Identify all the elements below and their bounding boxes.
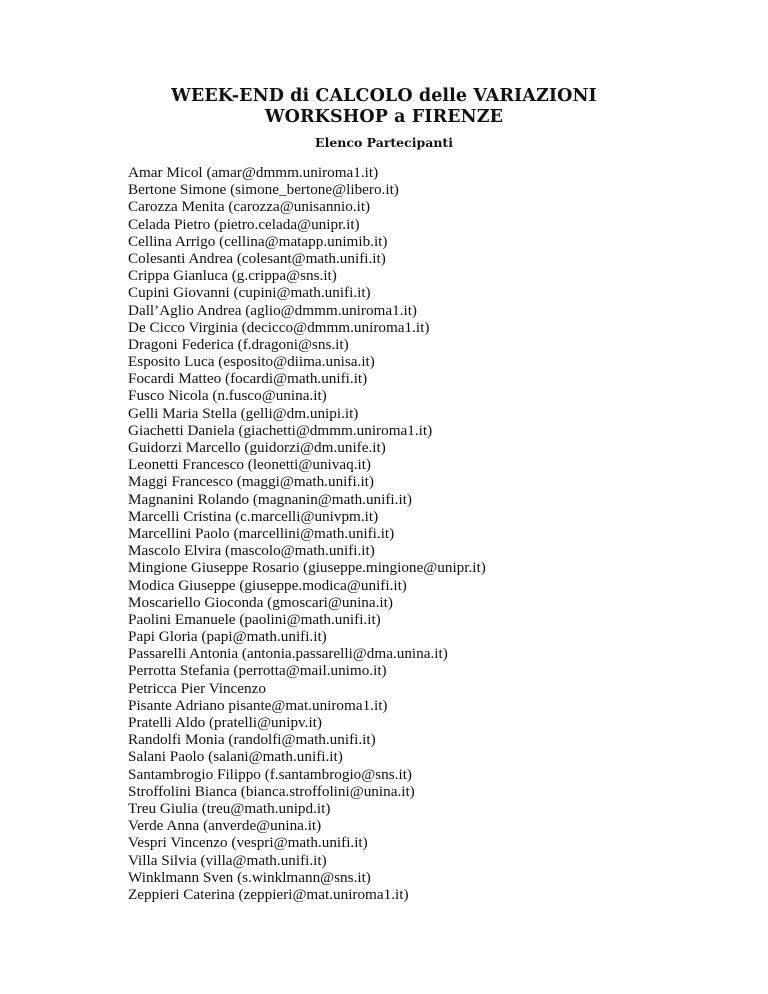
participant-entry: Fusco Nicola (n.fusco@unina.it) xyxy=(128,387,327,405)
participant-entry: Crippa Gianluca (g.crippa@sns.it) xyxy=(128,267,337,285)
participant-entry: Cellina Arrigo (cellina@matapp.unimib.it) xyxy=(128,232,388,250)
participant-entry: Amar Micol (amar@dmmm.uniroma1.it) xyxy=(128,164,379,181)
title-line-2: WORKSHOP a FIRENZE xyxy=(264,107,504,127)
participant-entry: Magnanini Rolando (magnanin@math.unifi.it) xyxy=(128,490,412,508)
participant-entry: Celada Pietro (pietro.celada@unipr.it) xyxy=(128,215,360,233)
participant-entry: Randolfi Monia (randolfi@math.unifi.it) xyxy=(128,731,376,749)
participant-list xyxy=(128,164,748,903)
participant-entry: Treu Giulia (treu@math.unipd.it) xyxy=(128,799,331,817)
participant-entry: Maggi Francesco (maggi@math.unifi.it) xyxy=(128,473,374,491)
document-header xyxy=(0,86,768,151)
participant-entry: Verde Anna (anverde@unina.it) xyxy=(128,817,322,835)
subtitle: Elenco Partecipanti xyxy=(315,135,453,150)
participant-entry: Moscariello Gioconda (gmoscari@unina.it) xyxy=(128,593,393,611)
participant-entry: Paolini Emanuele (paolini@math.unifi.it) xyxy=(128,610,381,628)
participant-entry: Cupini Giovanni (cupini@math.unifi.it) xyxy=(128,284,371,302)
participant-entry: Marcellini Paolo (marcellini@math.unifi.it) xyxy=(128,524,395,542)
participant-entry: Vespri Vincenzo (vespri@math.unifi.it) xyxy=(128,834,368,852)
participant-entry: Pisante Adriano pisante@mat.uniroma1.it) xyxy=(128,696,388,714)
participant-entry: Colesanti Andrea (colesant@math.unifi.it) xyxy=(128,249,386,267)
participant-entry: Marcelli Cristina (c.marcelli@univpm.it) xyxy=(128,507,379,525)
participant-entry: Zeppieri Caterina (zeppieri@mat.uniroma1.it) xyxy=(128,885,409,903)
participant-entry: Mascolo Elvira (mascolo@math.unifi.it) xyxy=(128,542,375,560)
participant-entry: Papi Gloria (papi@math.unifi.it) xyxy=(128,628,327,646)
participant-entry: Pratelli Aldo (pratelli@unipv.it) xyxy=(128,714,322,731)
participant-entry: Passarelli Antonia (antonia.passarelli@dma.unina.it) xyxy=(128,645,448,663)
participant-entry: Mingione Giuseppe Rosario (giuseppe.mingione@unipr.it) xyxy=(128,559,486,577)
participant-entry: Carozza Menita (carozza@unisannio.it) xyxy=(128,198,371,216)
participant-entry: Perrotta Stefania (perrotta@mail.unimo.it) xyxy=(128,662,387,680)
participant-entry: Dall’Aglio Andrea (aglio@dmmm.uniroma1.it) xyxy=(128,301,417,319)
participant-entry: Guidorzi Marcello (guidorzi@dm.unife.it) xyxy=(128,439,386,456)
participant-entry: Leonetti Francesco (leonetti@univaq.it) xyxy=(128,456,371,474)
participant-entry: Esposito Luca (esposito@diima.unisa.it) xyxy=(128,353,375,371)
participant-entry: Giachetti Daniela (giachetti@dmmm.uniroma1.it) xyxy=(128,421,433,439)
participant-entry: Focardi Matteo (focardi@math.unifi.it) xyxy=(128,370,368,388)
participant-entry: Dragoni Federica (f.dragoni@sns.it) xyxy=(128,335,349,353)
title-line-1: WEEK-END di CALCOLO delle VARIAZIONI xyxy=(171,86,597,106)
participant-entry: Villa Silvia (villa@math.unifi.it) xyxy=(128,851,327,869)
participant-entry: Santambrogio Filippo (f.santambrogio@sns.it) xyxy=(128,765,412,783)
participant-entry: Bertone Simone (simone_bertone@libero.it) xyxy=(128,181,399,199)
participant-entry: Stroffolini Bianca (bianca.stroffolini@unina.it) xyxy=(128,782,415,800)
participant-entry: Modica Giuseppe (giuseppe.modica@unifi.it) xyxy=(128,576,407,594)
participant-entry: Winklmann Sven (s.winklmann@sns.it) xyxy=(128,868,371,886)
participant-entry: Gelli Maria Stella (gelli@dm.unipi.it) xyxy=(128,404,359,422)
participant-entry: De Cicco Virginia (decicco@dmmm.uniroma1.it) xyxy=(128,318,430,336)
participant-entry: Petricca Pier Vincenzo xyxy=(128,679,266,697)
participant-entry: Salani Paolo (salani@math.unifi.it) xyxy=(128,748,343,766)
